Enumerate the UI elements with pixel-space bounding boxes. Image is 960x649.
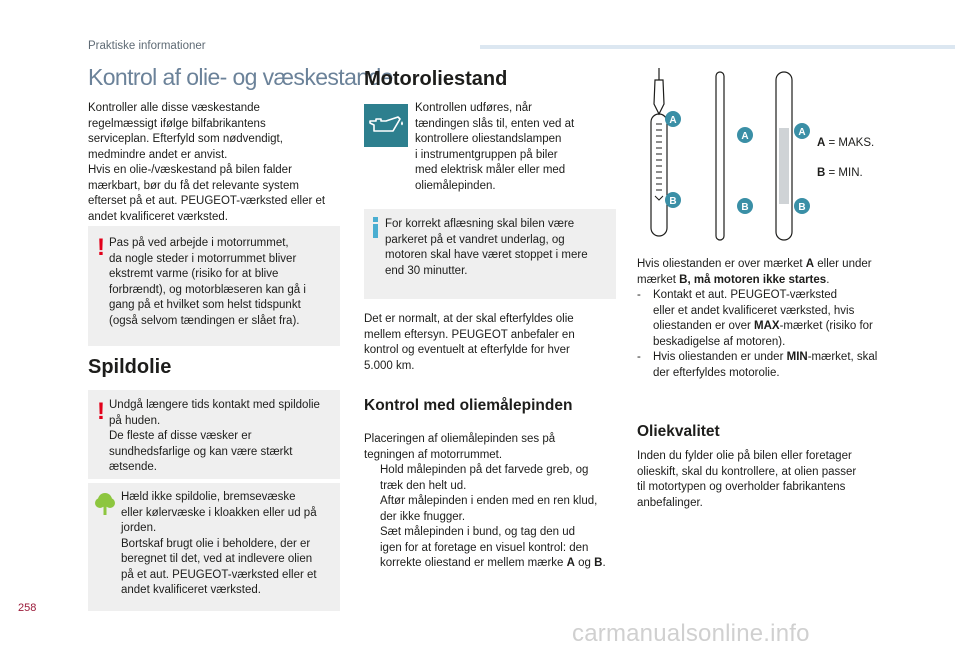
info-icon	[372, 217, 380, 238]
text-line: olieskift, skal du kontrollere, at olien passer	[637, 465, 857, 478]
text-span: Hvis oliestanden er over mærket	[637, 258, 806, 270]
marker-b-3	[793, 197, 811, 220]
refill-note	[364, 312, 616, 374]
text-line: kontrol og eventuelt at efterfylde for hver	[364, 344, 570, 356]
oil-can-icon	[364, 104, 408, 147]
text-line: efterset på et aut. PEUGEOT-værksted eller et	[88, 195, 326, 207]
text-line: igen for at foretage en visuel kontrol: den	[380, 541, 589, 554]
text-line: ætsende.	[109, 461, 157, 473]
text-line: Bortskaf brugt olie i beholdere, der er	[121, 537, 311, 550]
text-line: mærkbart, bør du få det relevante system	[88, 179, 299, 192]
text-line: end 30 minutter.	[385, 264, 468, 277]
text-line: tegningen af motorrummet.	[364, 448, 503, 461]
waste-oil-warning-box	[88, 390, 340, 479]
text-span: .	[602, 557, 606, 569]
text-line: på et aut. PEUGEOT-værksted eller et	[121, 568, 317, 581]
oil-quality-heading: Oliekvalitet	[637, 423, 720, 440]
text-line: medmindre andet er anvist.	[88, 148, 228, 161]
text-span: -mærket, skal	[807, 351, 878, 363]
environment-notice-box	[88, 483, 340, 611]
marker-label: A	[741, 131, 749, 142]
text-line: tændingen slås til, enten ved at	[415, 117, 575, 130]
oil-level-guidance	[637, 257, 907, 381]
bullet-item	[364, 463, 624, 494]
marker-label: B	[741, 202, 749, 213]
page-title: Kontrol af olie- og væskestande	[88, 64, 393, 90]
legend-max	[817, 137, 874, 149]
legend-letter: A	[817, 137, 826, 149]
dash-item	[637, 350, 907, 381]
text-line: Det er normalt, at der skal efterfyldes olie	[364, 313, 574, 325]
text-line: eller et andet kvalificeret værksted, hvis	[653, 304, 855, 317]
text-line: andet kvalificeret værksted.	[88, 210, 228, 223]
section-header: Praktiske informationer	[88, 40, 206, 52]
oil-check-description	[415, 101, 615, 194]
text-line: forbrændt), og motorblæseren kan gå i	[109, 283, 306, 296]
emphasis-text: , må motoren ikke startes	[687, 273, 827, 286]
legend-min	[817, 167, 863, 179]
marker-a-3	[793, 122, 811, 145]
text-line	[653, 350, 907, 366]
text-line: 5.000 km.	[364, 359, 415, 372]
text-span: .	[826, 273, 830, 286]
text-line: der ikke fnugger.	[380, 510, 466, 523]
legend-text: = MAKS.	[825, 137, 875, 149]
text-line: ekstremt varme (risiko for at blive	[109, 268, 279, 280]
warning-text	[109, 236, 337, 329]
motoroliestand-heading: Motoroliestand	[364, 68, 508, 90]
text-line: kontrollere oliestandslampen	[415, 133, 562, 145]
dash-marker: -	[637, 351, 641, 363]
dipstick-instructions	[364, 432, 624, 572]
text-line: Hvis en olie-/væskestand på bilen falder	[88, 164, 292, 176]
mark-a-ref: A	[566, 557, 575, 569]
bullet-item	[364, 525, 624, 572]
text-line: anbefalinger.	[637, 496, 703, 509]
text-line: da nogle steder i motorrummet bliver	[109, 252, 297, 265]
text-line: mellem eftersyn. PEUGEOT anbefaler en	[364, 328, 575, 341]
marker-label: A	[798, 127, 806, 138]
marker-a-2	[736, 126, 754, 149]
text-line: beskadigelse af motoren).	[653, 335, 786, 348]
warning-exclamation-icon: !	[97, 234, 105, 261]
text-line: oliemålepinden.	[415, 179, 496, 192]
text-line: eller kølervæske i kloakken eller ud på	[121, 506, 317, 519]
text-span: og	[574, 557, 595, 569]
text-span: oliestanden er over	[653, 320, 755, 332]
marker-label: B	[798, 202, 806, 213]
page-number: 258	[18, 602, 37, 614]
text-line: i instrumentgruppen på biler	[415, 148, 558, 161]
text-line: andet kvalificeret værksted.	[121, 584, 261, 596]
legend-text: = MIN.	[825, 167, 863, 179]
text-line: gang på et hvilket som helst tidspunkt	[109, 299, 301, 311]
spildolie-heading: Spildolie	[88, 356, 172, 378]
oil-level-lamp-icon	[364, 104, 408, 147]
engine-heat-warning-box	[88, 226, 340, 346]
text-line	[637, 273, 907, 289]
info-text	[385, 217, 613, 279]
text-line: Aftør målepinden i enden med en ren klud,	[380, 495, 598, 507]
text-line: Sæt målepinden i bund, og tag den ud	[380, 526, 576, 538]
text-line: træk den helt ud.	[380, 479, 467, 492]
text-span: korrekte oliestand er mellem mærke	[380, 557, 567, 569]
text-line: på huden.	[109, 414, 161, 427]
text-line: Hæld ikke spildolie, bremsevæske	[121, 491, 296, 503]
marker-a-1	[664, 110, 682, 133]
text-span: Hvis oliestanden er under	[653, 351, 787, 363]
text-line: Kontroller alle disse væskestande	[88, 102, 260, 114]
text-line: Kontrollen udføres, når	[415, 102, 532, 114]
mark-a-ref: A	[805, 258, 815, 270]
text-line: motoren skal have været stoppet i mere	[385, 249, 588, 261]
watermark: carmanualsonline.info	[572, 620, 810, 647]
warning-text	[109, 398, 337, 476]
text-line: (også selvom tændingen er slået fra).	[109, 314, 300, 327]
dipstick-heading: Kontrol med oliemålepinden	[364, 397, 573, 414]
mark-b-ref: B	[594, 557, 603, 569]
emphasis-text: MIN	[786, 351, 808, 363]
text-line	[637, 257, 907, 273]
oil-quality-text	[637, 449, 907, 511]
text-line: parkeret på et vandret underlag, og	[385, 233, 565, 246]
marker-label: B	[669, 196, 677, 207]
legend-letter: B	[817, 167, 826, 179]
text-span: eller under	[814, 258, 872, 270]
header-divider	[480, 45, 955, 49]
warning-exclamation-icon: !	[97, 398, 105, 425]
marker-b-1	[664, 191, 682, 214]
text-line: For korrekt aflæsning skal bilen være	[385, 218, 575, 230]
text-line: jorden.	[121, 522, 157, 534]
text-line: der efterfyldes motorolie.	[653, 366, 780, 379]
dipstick-level-view	[776, 72, 792, 240]
text-line	[653, 319, 907, 335]
text-line: Placeringen af oliemålepinden ses på	[364, 433, 556, 445]
text-line: Undgå længere tids kontakt med spildolie	[109, 399, 320, 411]
text-line: beregnet til det, ved at indlevere olien	[121, 553, 313, 565]
text-line	[380, 556, 624, 572]
text-line: til motortypen og overholder fabrikantens	[637, 481, 846, 493]
text-line: sundhedsfarlige og kan være stærkt	[109, 445, 293, 458]
intro-paragraph	[88, 101, 350, 225]
text-line: Kontakt et aut. PEUGEOT-værksted	[653, 289, 838, 301]
text-line: Inden du fylder olie på bilen eller foretager	[637, 450, 852, 462]
text-span: -mærket (risiko for	[779, 320, 873, 332]
text-line: regelmæssigt ifølge bilfabrikantens	[88, 117, 266, 130]
dipstick-side-view	[716, 72, 724, 240]
mark-b-ref: B	[679, 273, 688, 286]
text-line: De fleste af disse væsker er	[109, 430, 252, 442]
reading-info-box	[364, 209, 616, 299]
marker-b-2	[736, 197, 754, 220]
text-line: Pas på ved arbejde i motorrummet,	[109, 237, 289, 249]
marker-label: A	[669, 115, 677, 126]
emphasis-text: MAX	[754, 320, 780, 332]
text-line: Hold målepinden på det farvede greb, og	[380, 464, 589, 476]
dipstick-illustration	[636, 64, 816, 244]
bullet-item	[364, 494, 624, 525]
environment-text	[121, 490, 336, 599]
text-line: serviceplan. Efterfyld som nødvendigt,	[88, 133, 283, 145]
environment-tree-icon	[94, 492, 116, 516]
dash-marker: -	[637, 289, 641, 301]
text-span: mærket	[637, 273, 680, 286]
text-line: med elektrisk måler eller med	[415, 164, 566, 176]
dash-item	[637, 288, 907, 350]
